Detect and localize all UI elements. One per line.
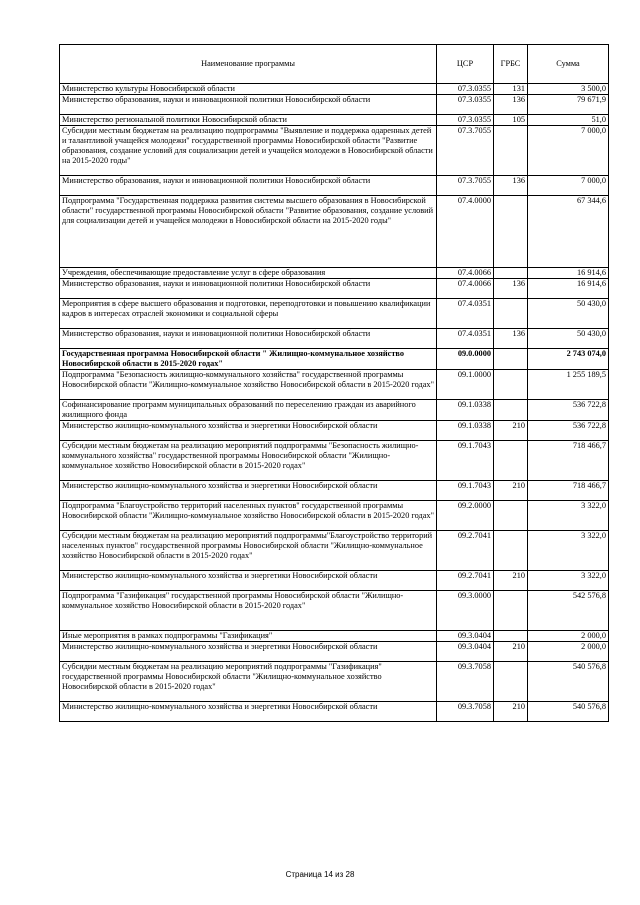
cell-sum: 67 344,6 — [528, 196, 609, 268]
table-row — [60, 176, 609, 196]
cell-sum: 50 430,0 — [528, 329, 609, 349]
cell-grbs: 136 — [494, 95, 528, 115]
cell-grbs — [494, 591, 528, 631]
cell-program-name: Субсидии местным бюджетам на реализацию мероприятий подпрограммы "Безопасность жилищно-коммунального хозяйства" государственной программы Новосибирской области "Жилищно-коммунальное хозяйство Новосибирской области в 2015-2020 годах" — [60, 441, 437, 481]
table-row — [60, 441, 609, 481]
table-header-row — [60, 45, 609, 84]
cell-grbs — [494, 370, 528, 400]
cell-sum: 16 914,6 — [528, 279, 609, 299]
table-row — [60, 279, 609, 299]
cell-program-name: Подпрограмма "Безопасность жилищно-коммунального хозяйства" государственной программы Новосибирской области "Жилищно-коммунальное хозяйство Новосибирской области в 2015-2020 годах" — [60, 370, 437, 400]
table-row — [60, 126, 609, 176]
cell-sum: 3 322,0 — [528, 571, 609, 591]
cell-program-name: Подпрограмма "Газификация" государственной программы Новосибирской области "Жилищно-коммунальное хозяйство Новосибирской области в 2015-2020 годах" — [60, 591, 437, 631]
cell-csr: 07.3.0355 — [437, 115, 494, 126]
table-row — [60, 481, 609, 501]
cell-program-name: Министерство образования, науки и инновационной политики Новосибирской области — [60, 279, 437, 299]
cell-program-name: Министерство образования, науки и инновационной политики Новосибирской области — [60, 329, 437, 349]
budget-table — [59, 44, 609, 722]
cell-csr: 09.1.0338 — [437, 421, 494, 441]
cell-grbs: 136 — [494, 329, 528, 349]
cell-grbs — [494, 501, 528, 531]
table-row — [60, 501, 609, 531]
cell-program-name: Субсидии местным бюджетам на реализацию подпрограммы "Выявление и поддержка одаренных детей и талантливой учащейся молодежи" государственной программы Новосибирской области "Развитие образования, создание условий для социализации детей и учащейся молодежи в Новосибирской области на 2015-2020 годы" — [60, 126, 437, 176]
cell-grbs — [494, 349, 528, 370]
table-row — [60, 349, 609, 370]
cell-program-name: Субсидии местным бюджетам на реализацию мероприятий подпрограммы"Благоустройство территорий населенных пунктов" государственной программы Новосибирской области "Жилищно-коммунальное хозяйство Новосибирской области в 2015-2020 годах" — [60, 531, 437, 571]
cell-csr: 09.3.0404 — [437, 642, 494, 662]
header-grbs: ГРБС — [494, 45, 528, 84]
cell-csr: 07.3.0355 — [437, 84, 494, 95]
cell-program-name: Министерство региональной политики Новосибирской области — [60, 115, 437, 126]
cell-grbs — [494, 441, 528, 481]
cell-grbs — [494, 268, 528, 279]
table-row — [60, 531, 609, 571]
cell-sum: 3 500,0 — [528, 84, 609, 95]
table-row — [60, 662, 609, 702]
cell-grbs: 136 — [494, 176, 528, 196]
cell-grbs: 136 — [494, 279, 528, 299]
table-row — [60, 571, 609, 591]
table-row — [60, 95, 609, 115]
table-row — [60, 400, 609, 421]
cell-grbs: 210 — [494, 481, 528, 501]
cell-csr: 09.1.7043 — [437, 441, 494, 481]
table-row — [60, 370, 609, 400]
cell-program-name: Субсидии местным бюджетам на реализацию мероприятий подпрограммы "Газификация" государственной программы Новосибирской области "Жилищно-коммунальное хозяйство Новосибирской области в 2015-2020 годах" — [60, 662, 437, 702]
cell-sum: 51,0 — [528, 115, 609, 126]
cell-grbs — [494, 631, 528, 642]
cell-sum: 536 722,8 — [528, 421, 609, 441]
cell-grbs: 210 — [494, 571, 528, 591]
cell-csr: 09.2.0000 — [437, 501, 494, 531]
cell-csr: 07.3.7055 — [437, 176, 494, 196]
table-row — [60, 268, 609, 279]
cell-grbs — [494, 126, 528, 176]
cell-grbs — [494, 299, 528, 329]
cell-csr: 09.3.7058 — [437, 702, 494, 722]
cell-program-name: Министерство образования, науки и инновационной политики Новосибирской области — [60, 95, 437, 115]
cell-sum: 542 576,8 — [528, 591, 609, 631]
cell-program-name: Подпрограмма "Благоустройство территорий населенных пунктов" государственной программы Новосибирской области "Жилищно-коммунальное хозяйство Новосибирской области в 2015-2020 годах" — [60, 501, 437, 531]
cell-program-name: Министерство жилищно-коммунального хозяйства и энергетики Новосибирской области — [60, 642, 437, 662]
cell-grbs: 210 — [494, 642, 528, 662]
cell-csr: 09.3.0404 — [437, 631, 494, 642]
cell-csr: 09.2.7041 — [437, 571, 494, 591]
cell-program-name: Министерство жилищно-коммунального хозяйства и энергетики Новосибирской области — [60, 702, 437, 722]
cell-grbs: 105 — [494, 115, 528, 126]
table-row — [60, 84, 609, 95]
cell-sum: 540 576,8 — [528, 702, 609, 722]
cell-grbs — [494, 400, 528, 421]
cell-program-name: Учреждения, обеспечивающие предоставление услуг в сфере образования — [60, 268, 437, 279]
cell-csr: 07.4.0066 — [437, 279, 494, 299]
cell-sum: 1 255 189,5 — [528, 370, 609, 400]
cell-sum: 50 430,0 — [528, 299, 609, 329]
cell-sum: 7 000,0 — [528, 126, 609, 176]
cell-csr: 09.1.0338 — [437, 400, 494, 421]
cell-program-name: Министерство жилищно-коммунального хозяйства и энергетики Новосибирской области — [60, 571, 437, 591]
table-row — [60, 115, 609, 126]
cell-program-name: Министерство жилищно-коммунального хозяйства и энергетики Новосибирской области — [60, 421, 437, 441]
cell-csr: 07.3.7055 — [437, 126, 494, 176]
cell-csr: 09.1.7043 — [437, 481, 494, 501]
cell-sum: 7 000,0 — [528, 176, 609, 196]
cell-sum: 718 466,7 — [528, 441, 609, 481]
cell-sum: 2 743 074,0 — [528, 349, 609, 370]
cell-program-name: Подпрограмма "Государственная поддержка развития системы высшего образования в Новосибирской области" государственной программы Новосибирской области "Развитие образования, создание условий для социализации детей и учащейся молодежи в Новосибирской области на 2015-2020 годы" — [60, 196, 437, 268]
cell-program-name: Министерство жилищно-коммунального хозяйства и энергетики Новосибирской области — [60, 481, 437, 501]
table-row — [60, 196, 609, 268]
cell-sum: 2 000,0 — [528, 642, 609, 662]
cell-sum: 2 000,0 — [528, 631, 609, 642]
cell-program-name: Министерство образования, науки и инновационной политики Новосибирской области — [60, 176, 437, 196]
header-csr: ЦСР — [437, 45, 494, 84]
cell-csr: 09.2.7041 — [437, 531, 494, 571]
cell-program-name: Министерство культуры Новосибирской области — [60, 84, 437, 95]
cell-csr: 09.3.7058 — [437, 662, 494, 702]
cell-csr: 07.3.0355 — [437, 95, 494, 115]
table-row — [60, 631, 609, 642]
cell-program-name: Государственная программа Новосибирской области " Жилищно-коммунальное хозяйство Новосибирской области в 2015-2020 годах" — [60, 349, 437, 370]
table-row — [60, 299, 609, 329]
header-sum: Сумма — [528, 45, 609, 84]
cell-sum: 540 576,8 — [528, 662, 609, 702]
cell-program-name: Софинансирование программ муниципальных образований по переселению граждан из аварийного жилищного фонда — [60, 400, 437, 421]
cell-sum: 79 671,9 — [528, 95, 609, 115]
cell-csr: 07.4.0351 — [437, 329, 494, 349]
cell-csr: 07.4.0000 — [437, 196, 494, 268]
cell-sum: 3 322,0 — [528, 501, 609, 531]
cell-csr: 07.4.0066 — [437, 268, 494, 279]
cell-grbs — [494, 662, 528, 702]
table-row — [60, 329, 609, 349]
cell-sum: 3 322,0 — [528, 531, 609, 571]
table-row — [60, 642, 609, 662]
cell-csr: 09.0.0000 — [437, 349, 494, 370]
page-number: Страница 14 из 28 — [285, 870, 355, 879]
cell-sum: 536 722,8 — [528, 400, 609, 421]
cell-grbs — [494, 196, 528, 268]
cell-sum: 16 914,6 — [528, 268, 609, 279]
table-row — [60, 421, 609, 441]
header-program-name: Наименование программы — [60, 45, 437, 84]
cell-program-name: Мероприятия в сфере высшего образования и подготовки, переподготовки и повышению квалификации кадров в интересах отраслей экономики и социальной сферы — [60, 299, 437, 329]
cell-grbs: 210 — [494, 421, 528, 441]
table-row — [60, 702, 609, 722]
table-body — [60, 84, 609, 722]
cell-program-name: Иные мероприятия в рамках подпрограммы "Газификация" — [60, 631, 437, 642]
table-row — [60, 591, 609, 631]
cell-sum: 718 466,7 — [528, 481, 609, 501]
cell-csr: 09.1.0000 — [437, 370, 494, 400]
cell-grbs: 131 — [494, 84, 528, 95]
cell-grbs: 210 — [494, 702, 528, 722]
cell-csr: 07.4.0351 — [437, 299, 494, 329]
cell-grbs — [494, 531, 528, 571]
cell-csr: 09.3.0000 — [437, 591, 494, 631]
